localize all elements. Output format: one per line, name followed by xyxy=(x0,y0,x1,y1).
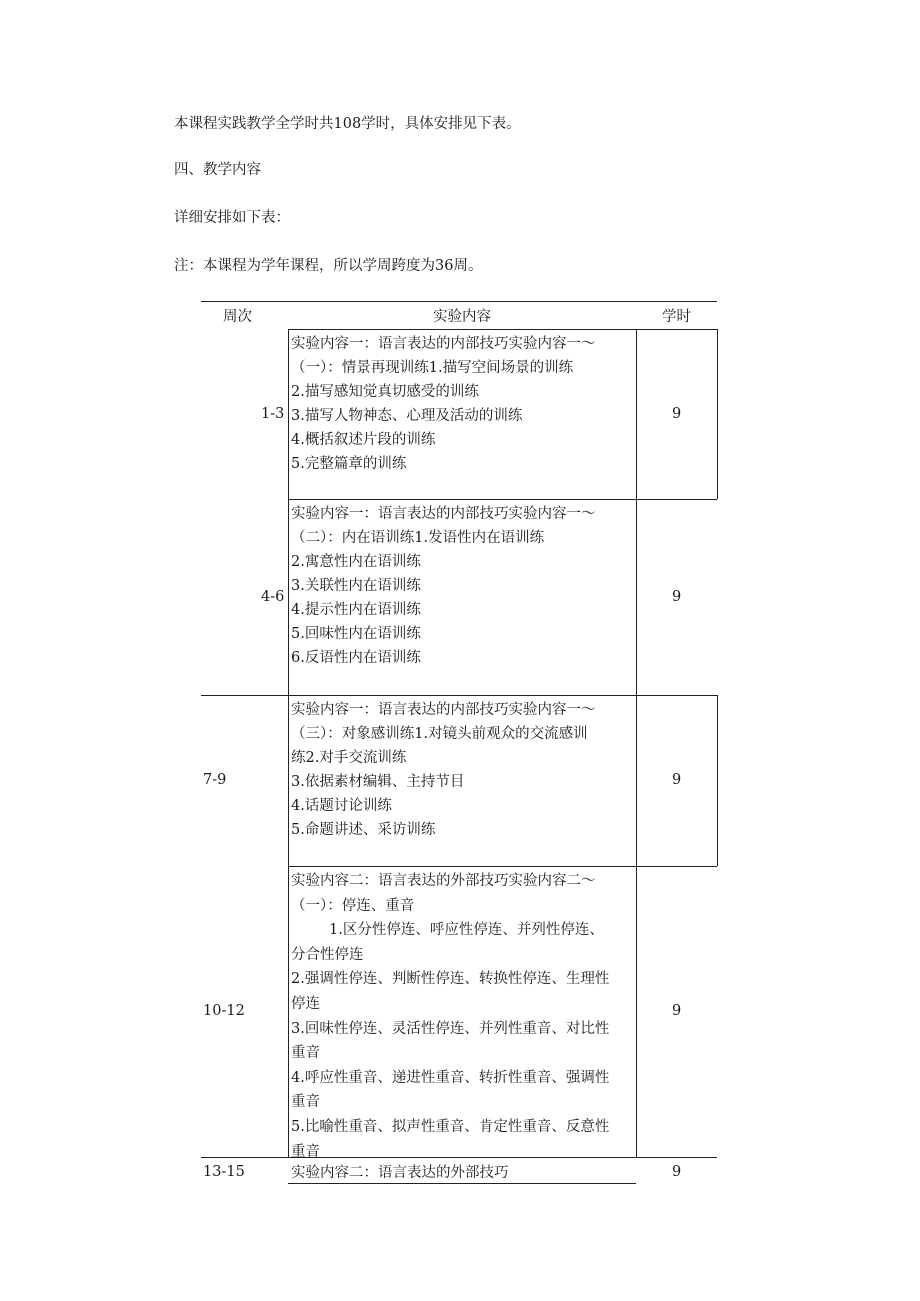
content-line: （一）：情景再现训练1.描写空间场景的训练 xyxy=(291,360,574,376)
content-line: 重音 xyxy=(291,1094,320,1111)
week-cell: 7-9 xyxy=(203,772,227,788)
content-line: 3.描写人物神态、心理及活动的训练 xyxy=(291,408,523,424)
week-cell: 10-12 xyxy=(203,1003,245,1019)
content-line: 分合性停连 xyxy=(291,946,364,963)
content-line: 4.概括叙述片段的训练 xyxy=(291,432,436,448)
content-line: 3.回味性停连、灵活性停连、并列性重音、对比性 xyxy=(291,1020,610,1037)
row-divider xyxy=(288,499,717,500)
content-line: 2.描写感知觉真切感受的训练 xyxy=(291,384,479,400)
content-line: 5.命题讲述、采访训练 xyxy=(291,822,436,838)
hours-cell: 9 xyxy=(672,772,682,788)
content-line: 实验内容二：语言表达的外部技巧实验内容二～ xyxy=(291,873,596,889)
intro-line-detail: 详细安排如下表： xyxy=(174,210,290,226)
table-right-border xyxy=(717,329,718,499)
content-line: 重音 xyxy=(291,1045,320,1062)
intro-note: 注：本课程为学年课程，所以学周跨度为36周。 xyxy=(174,258,483,274)
row-divider xyxy=(288,866,717,867)
week-cell: 1-3 xyxy=(261,406,285,422)
section-heading: 四、教学内容 xyxy=(174,162,261,178)
content-line: 停连 xyxy=(291,995,320,1012)
hours-cell: 9 xyxy=(672,1164,682,1180)
content-line: （二）：内在语训练1.发语性内在语训练 xyxy=(291,530,545,546)
header-week: 周次 xyxy=(223,309,252,325)
content-line: 练2.对手交流训练 xyxy=(291,750,407,766)
hours-cell: 9 xyxy=(672,1003,682,1019)
column-divider-left xyxy=(288,329,289,1157)
intro-line-hours: 本课程实践教学全学时共108学时，具体安排见下表。 xyxy=(174,116,521,132)
row-divider xyxy=(201,1157,717,1158)
content-line: 实验内容二：语言表达的外部技巧 xyxy=(291,1165,509,1181)
header-hours: 学时 xyxy=(662,309,691,325)
table-right-border xyxy=(717,695,718,866)
content-cell xyxy=(291,869,637,1157)
table-top-border xyxy=(201,301,717,302)
content-line: 实验内容一：语言表达的内部技巧实验内容一～ xyxy=(291,702,596,718)
content-line: 实验内容一：语言表达的内部技巧实验内容一～ xyxy=(291,506,596,522)
content-line: 2.强调性停连、判断性停连、转换性停连、生理性 xyxy=(291,971,610,988)
content-line: 5.比喻性重音、拟声性重音、肯定性重音、反意性 xyxy=(291,1118,610,1135)
content-cell xyxy=(291,698,637,865)
content-line: 5.完整篇章的训练 xyxy=(291,456,407,472)
content-line: 4.提示性内在语训练 xyxy=(291,602,421,618)
content-line: 6.反语性内在语训练 xyxy=(291,650,421,666)
content-line: 2.寓意性内在语训练 xyxy=(291,554,421,570)
header-content: 实验内容 xyxy=(433,309,491,325)
row-divider xyxy=(201,695,717,696)
hours-cell: 9 xyxy=(672,406,682,422)
content-line: 5.回味性内在语训练 xyxy=(291,626,421,642)
week-cell: 13-15 xyxy=(203,1164,245,1180)
header-bottom-border xyxy=(288,329,717,330)
content-line: （一）：停连、重音 xyxy=(291,897,415,914)
content-line: （三）：对象感训练1.对镜头前观众的交流感训 xyxy=(291,726,588,742)
content-line: 3.依据素材编辑、主持节目 xyxy=(291,774,465,790)
week-cell: 4-6 xyxy=(261,589,285,605)
content-line: 实验内容一：语言表达的内部技巧实验内容一～ xyxy=(291,336,596,352)
hours-cell: 9 xyxy=(672,589,682,605)
content-line: 1.区分性停连、呼应性停连、并列性停连、 xyxy=(329,922,604,939)
content-line: 4.呼应性重音、递进性重音、转折性重音、强调性 xyxy=(291,1069,610,1086)
content-cell xyxy=(291,332,637,498)
content-line: 3.关联性内在语训练 xyxy=(291,578,421,594)
content-cell xyxy=(291,1161,637,1185)
content-line: 重音 xyxy=(291,1143,320,1157)
content-line: 4.话题讨论训练 xyxy=(291,798,392,814)
content-cell xyxy=(291,502,637,694)
